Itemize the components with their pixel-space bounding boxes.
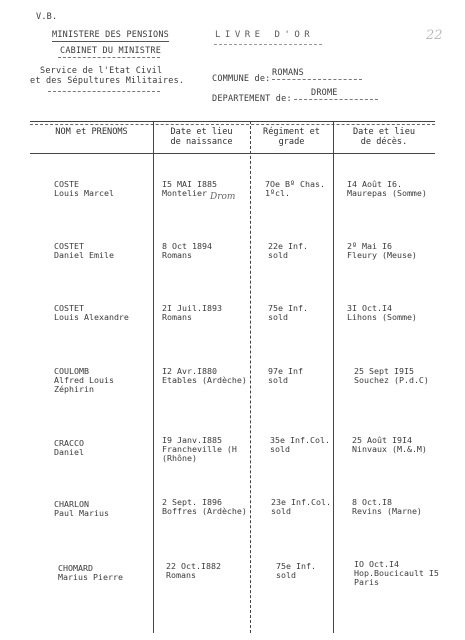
header-death-line-1: Date et lieu [352,127,416,137]
regiment: 23e Inf.Col. [271,497,331,507]
birth-date: I2 Avr.I880 [162,366,217,376]
given-names-continued: Zéphirin [54,384,94,394]
regiment: 22e Inf. [268,241,308,251]
given-names: Paul Marius [54,508,109,518]
given-names: Daniel Emile [54,250,114,260]
birth-place: Romans [162,312,192,322]
cabinet-name: CABINET DU MINISTRE [60,46,162,56]
grade: sold [271,506,291,516]
document-mark: V.B. [36,12,58,22]
death-place: Revins (Marne) [352,506,422,516]
commune-line [272,79,362,80]
death-date: 3I Oct.I4 [347,303,392,313]
birth-place: Montelier [162,188,207,198]
death-date: 25 Sept I9I5 [354,366,414,376]
column-divider-2 [250,121,251,633]
cabinet-divider [58,57,160,58]
birth-date: 2I Juil.I893 [162,303,222,313]
death-place-city: Paris [354,577,379,587]
departement-value: DROME [311,88,338,98]
regiment: 97e Inf [268,366,303,376]
death-place: Maurepas (Somme) [347,188,427,198]
header-regiment-line-1: Régiment et [263,127,320,137]
given-names: Daniel [54,447,84,457]
table-top-rule [30,121,435,122]
death-place: Fleury (Meuse) [347,250,417,260]
death-date: I4 Août I6. [347,179,402,189]
service-line-2: et des Sépultures Militaires. [30,76,185,86]
given-names: Marius Pierre [58,572,123,582]
birth-date: 22 Oct.I882 [166,561,221,571]
death-date: 25 Août I9I4 [352,435,412,445]
grade: 1ºcl. [265,188,290,198]
table-header-rule [30,153,435,154]
death-place: Souchez (P.d.C) [354,375,429,385]
regiment: 75e Inf. [276,561,316,571]
service-divider [48,91,160,92]
ministry-name: MINISTERE DES PENSIONS [52,30,169,40]
grade: sold [276,570,296,580]
commune-value: ROMANS [272,68,304,78]
document-title: LIVRE D'OR [215,30,315,40]
surname: CHOMARD [58,563,93,573]
header-regiment-line-2: grade [278,137,305,147]
death-place: Ninvaux (M.&.M) [352,444,427,454]
death-date: 2º Mai I6 [347,241,392,251]
header-birth-line-1: Date et lieu [170,127,233,137]
departement-label: DEPARTEMENT de: [212,94,292,104]
birth-place: Romans [166,570,196,580]
regiment: 7Oe Bº Chas. [265,179,325,189]
birth-date: 2 Sept. I896 [162,497,222,507]
regiment: 75e Inf. [268,303,308,313]
departement-line [294,99,378,100]
given-names: Louis Marcel [54,188,114,198]
surname: CHARLON [54,499,89,509]
death-place: Lihons (Somme) [347,312,417,322]
death-place: Hop.Boucicault I5 [354,568,439,578]
service-line-1: Service de l'Etat Civil [40,66,163,76]
surname: CRACCO [54,438,84,448]
surname: COSTET [54,241,84,251]
grade: sold [268,312,288,322]
birth-place: Francheville (H [162,444,237,454]
grade: sold [268,250,288,260]
surname: COULOMB [54,366,89,376]
grade: sold [270,444,290,454]
regiment: 35e Inf.Col. [270,435,330,445]
title-divider [214,44,322,45]
birth-date: I9 Janv.I885 [162,435,222,445]
header-birth-line-2: de naissance [170,137,233,147]
grade: sold [268,375,288,385]
birth-date: 8 Oct 1894 [162,241,212,251]
death-date: IO Oct.I4 [354,559,399,569]
given-names: Louis Alexandre [54,312,129,322]
column-divider-1 [153,121,154,633]
commune-label: COMMUNE de: [212,74,271,84]
birth-place: Romans [162,250,192,260]
birth-place-region: (Rhône) [162,453,197,463]
column-divider-3 [333,121,334,633]
header-name: NOM et PRENOMS [55,127,128,137]
table-top-rule-double [30,124,435,125]
surname: COSTE [54,179,79,189]
death-date: 8 Oct.I8 [352,497,392,507]
header-death-line-2: de décès. [360,137,408,147]
birth-place: Boffres (Ardèche) [162,506,247,516]
birth-date: I5 MAI I885 [162,179,217,189]
corner-mark: 22 [426,28,443,43]
handwritten-annotation: Drom [210,192,236,202]
birth-place: Etables (Ardèche) [162,375,247,385]
given-names: Alfred Louis [54,375,114,385]
surname: COSTET [54,303,84,313]
